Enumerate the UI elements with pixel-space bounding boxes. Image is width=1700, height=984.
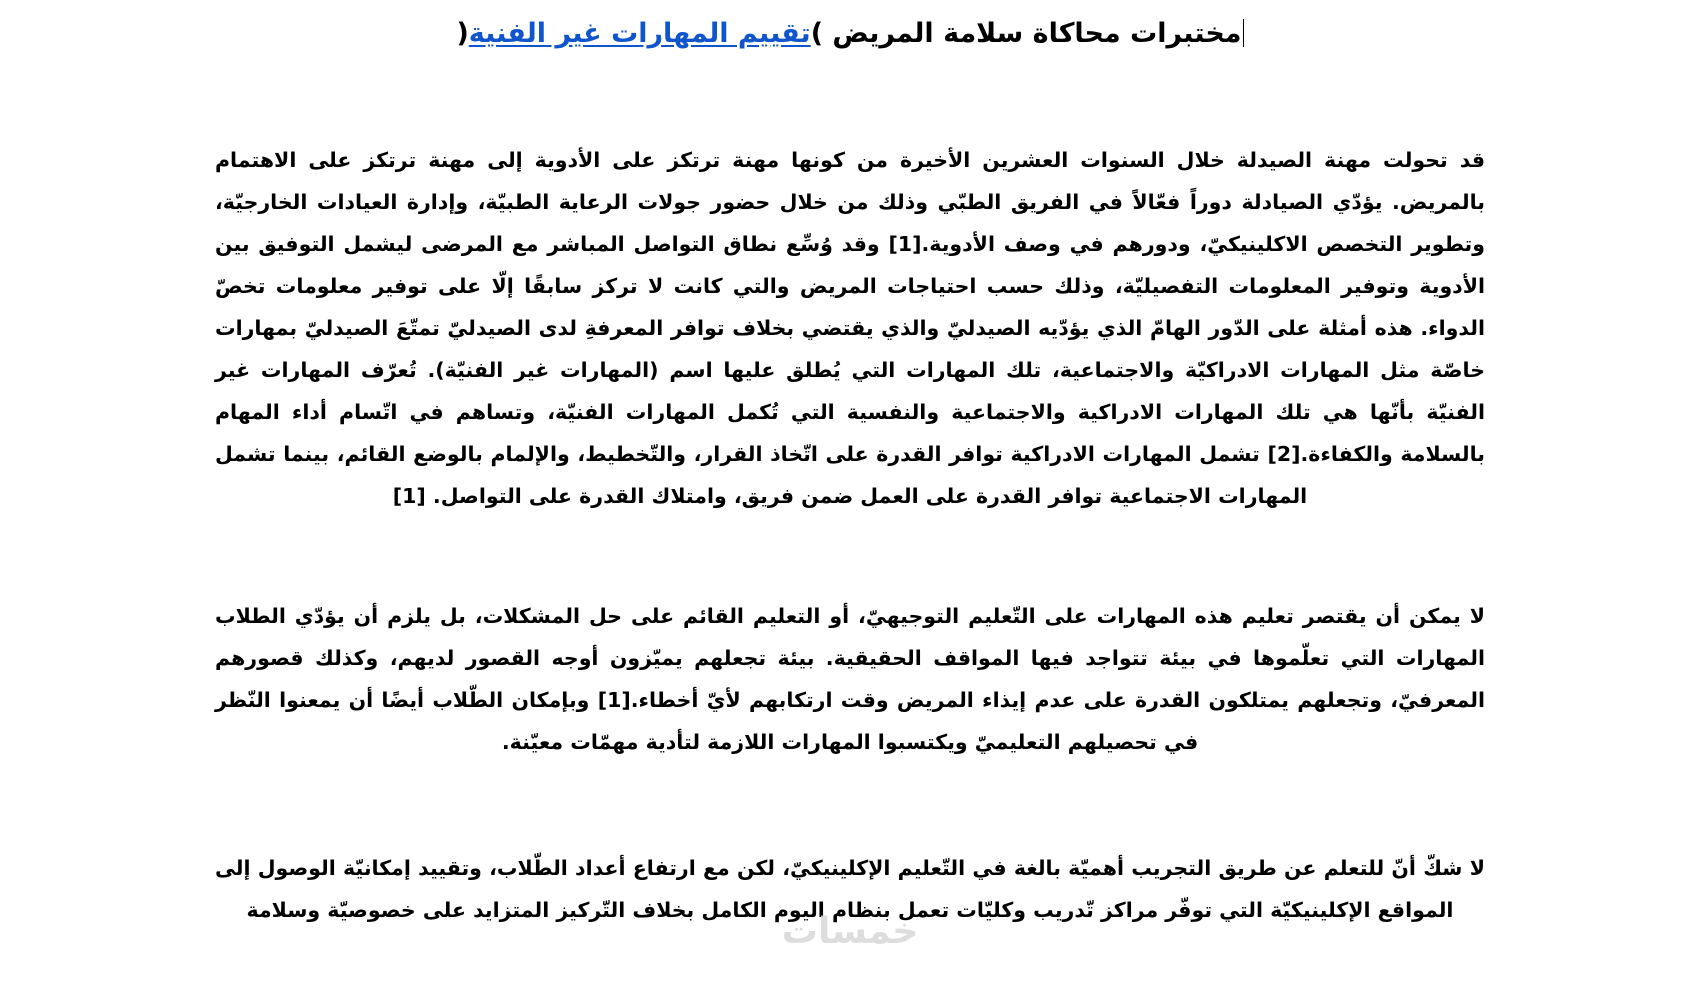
title-prefix: مختبرات محاكاة سلامة المريض ) [810, 18, 1242, 49]
paragraph-block-1 [215, 139, 1485, 517]
document-page [0, 14, 1700, 984]
paragraph-text: لا شكّ أنّ للتعلم عن طريق التجريب أهميّة بالغة في التّعليم الإكلينيكيّ، لكن مع ارتفاع أعداد الطّلاب، وتقييد إمكانيّة الوصول إلى المواقع الإكلينيكيّة التي توفّر مراكز تّدريب وكليّات تعمل بنظام اليوم الكامل بخلاف التّركيز المتزايد على خصوصيّة وسلامة [215, 855, 1485, 922]
paragraph-text: لا يمكن أن يقتصر تعليم هذه المهارات على التّعليم التوجيهيّ، أو التعليم القائم على حل المشكلات، بل يلزم أن يؤدّي الطلاب المهارات التي تعلّموها في بيئة تتواجد فيها المواقف الحقيقية. بيئة تجعلهم يميّزون أوجه القصور لديهم، وكذلك قصورهم المعرفيّ، وتجعلهم يمتلكون القدرة على عدم إيذاء المريض وقت ارتكابهم لأيّ أخطاء.[1] وبإمكان الطّلاب أيضًا أن يمعنوا النّظر في تحصيلهم التعليميّ ويكتسبوا المهارات اللازمة لتأدية مهمّات معيّنة. [215, 603, 1486, 754]
paragraph-text: قد تحولت مهنة الصيدلة خلال السنوات العشرين الأخيرة من كونها مهنة ترتكز على الأدوية إلى مهنة ترتكز على الاهتمام بالمريض. يؤدّي الصيادلة دوراً فعّالاً في الفريق الطبّي وذلك من خلال حضور جولات الرعاية الطبيّة، وإدارة العيادات الخارجيّة، وتطوير التخصص الاكلينيكيّ، ودورهم في وصف الأدوية.[1] وقد وُسِّع نطاق التواصل المباشر مع المرضى ليشمل التوفيق بين الأدوية وتوفير المعلومات التفصيليّة، وذلك حسب احتياجات المريض والتي كانت لا تركز سابقًا إلّا على توفير معلومات تخصّ الدواء. هذه أمثلة على الدّور الهامّ الذي يؤدّيه الصيدليّ والذي يقتضي بخلاف توافر المعرفةِ لدى الصيدليّ تمتّعَ الصيدليّ بمهارات خاصّة مثل المهارات الادراكيّة والاجتماعية، تلك المهارات التي يُطلق عليها اسم (المهارات غير الفنيّة). تُعرّف المهارات غير الفنيّة بأنّها هي تلك المهارات الادراكية والاجتماعية والنفسية التي تُكمل المهارات الفنيّة، وتساهم في اتّسام أداء المهام بالسلامة والكفاءة.[2] تشمل المهارات الادراكية توافر القدرة على اتّخاذ القرار، والتّخطيط، والإلمام بالوضع القائم، بينما تشمل المهارات الاجتماعية توافر القدرة على العمل ضمن فريق، وامتلاك القدرة على التواصل. [1] [215, 147, 1485, 508]
title-suffix: ( [456, 18, 469, 49]
watermark-label: خمسات [781, 911, 919, 952]
text-cursor [1243, 19, 1244, 47]
document-title [0, 14, 1700, 55]
title-hyperlink[interactable]: تقييم المهارات غير الفنية [468, 18, 811, 49]
paragraph-block-2 [215, 595, 1485, 763]
paragraph-block-3 [215, 847, 1485, 931]
